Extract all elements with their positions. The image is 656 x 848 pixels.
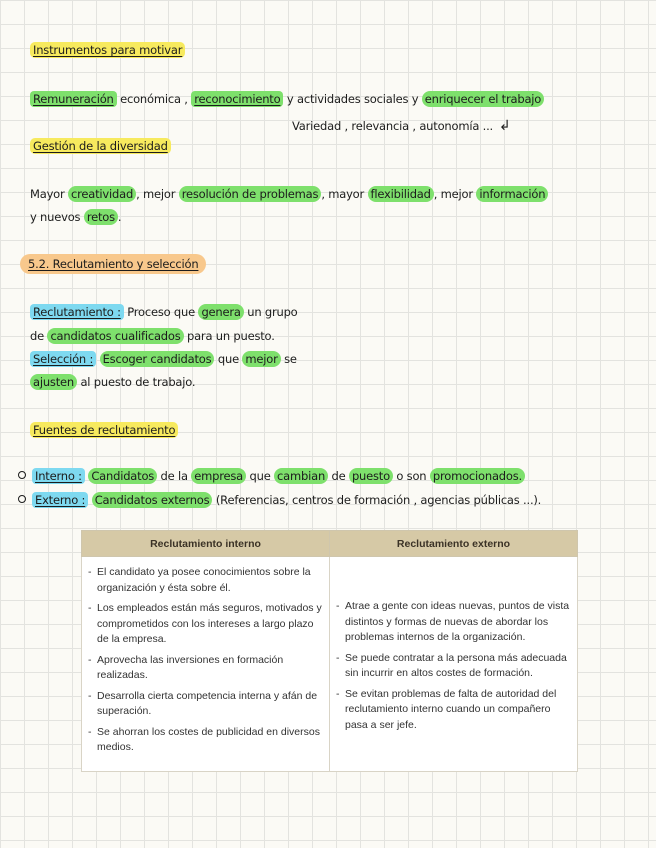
recruitment-comparison-table	[81, 530, 578, 772]
highlight-retos: retos	[84, 209, 118, 225]
label-reclutamiento: Reclutamiento :	[30, 304, 124, 320]
list-item: - Desarrolla cierta competencia interna y afán de superación.	[88, 689, 318, 717]
highlight-escoger: Escoger candidatos	[100, 351, 215, 367]
line-variedad: Variedad , relevancia , autonomía ... ↲	[292, 118, 511, 134]
highlight-promocionados: promocionados.	[430, 468, 525, 484]
heading-diversidad: Gestión de la diversidad	[30, 138, 171, 154]
header-externo: Reclutamiento externo	[330, 531, 578, 557]
label-seleccion: Selección :	[30, 351, 96, 367]
list-item: - Se puede contratar a la persona más adecuada sin incurrir en altos costes de formación.	[336, 651, 567, 679]
label-interno: Interno :	[32, 468, 85, 484]
line-reclutamiento-1: Reclutamiento : Proceso que genera un grupo	[30, 304, 298, 320]
list-item: - Aprovecha las inversiones en formación realizadas.	[88, 653, 284, 681]
highlight-mejor: mejor	[242, 351, 280, 367]
list-item: - Se evitan problemas de falta de autoridad del reclutamiento interno cuando un compañero pasa a ser jefe.	[336, 687, 557, 731]
list-item: - El candidato ya posee conocimientos sobre la organización y ésta sobre él.	[88, 566, 311, 594]
line-seleccion-1: Selección : Escoger candidatos que mejor se	[30, 351, 297, 367]
line-remuneracion: Remuneración económica , reconocimiento y actividades sociales y enriquecer el trabajo	[30, 91, 544, 107]
highlight-candidatos: Candidatos	[88, 468, 157, 484]
heading-instrumentos: Instrumentos para motivar	[30, 42, 185, 58]
section-heading: 5.2. Reclutamiento y selección	[20, 256, 206, 272]
circle-bullet-icon	[18, 471, 26, 479]
line-reclutamiento-2: de candidatos cualificados para un puesto.	[30, 329, 275, 343]
line-diversidad-2: y nuevos retos .	[30, 210, 122, 224]
highlight-candidatos-cualificados: candidatos cualificados	[47, 328, 183, 344]
highlight-puesto: puesto	[349, 468, 393, 484]
circle-bullet-icon	[18, 495, 26, 503]
line-seleccion-2: ajusten al puesto de trabajo.	[30, 374, 195, 390]
label-externo: Externo :	[32, 492, 88, 508]
highlight-genera: genera	[198, 304, 243, 320]
cell-interno	[82, 557, 330, 772]
highlight-ajusten: ajusten	[30, 374, 77, 390]
highlight-flexibilidad: flexibilidad	[368, 186, 434, 202]
highlight-resolucion: resolución de problemas	[179, 186, 322, 202]
return-arrow-icon: ↲	[499, 118, 511, 134]
cell-externo	[330, 557, 578, 772]
heading-fuentes: Fuentes de reclutamiento	[30, 422, 178, 438]
highlight-creatividad: creatividad	[68, 186, 136, 202]
line-externo: Externo : Candidatos externos (Referencias, centros de formación , agencias públicas ...).	[18, 492, 541, 508]
highlight-enriquecer: enriquecer el trabajo	[422, 91, 544, 107]
line-diversidad-1: Mayor creatividad , mejor resolución de problemas , mayor flexibilidad , mejor información	[30, 186, 548, 202]
highlight-informacion: información	[476, 186, 548, 202]
highlight-empresa: empresa	[191, 468, 246, 484]
list-item: - Atrae a gente con ideas nuevas, puntos de vista distintos y formas de nuevas de abordar los problemas internos de la organización.	[336, 600, 570, 643]
list-item: - Los empleados están más seguros, motivados y comprometidos con los intereses a largo plazo de la empresa.	[88, 602, 322, 645]
list-item: - Se ahorran los costes de publicidad en diversos medios.	[88, 725, 320, 753]
line-interno: Interno : Candidatos de la empresa que cambian de puesto o son promocionados.	[18, 468, 525, 484]
highlight-remuneracion: Remuneración	[30, 91, 117, 107]
highlight-cambian: cambian	[274, 468, 328, 484]
table-row	[82, 557, 578, 772]
header-interno: Reclutamiento interno	[82, 531, 330, 557]
table-header-row	[82, 531, 578, 557]
highlight-candidatos-externos: Candidatos externos	[92, 492, 213, 508]
highlight-reconocimiento: reconocimiento	[191, 91, 283, 107]
